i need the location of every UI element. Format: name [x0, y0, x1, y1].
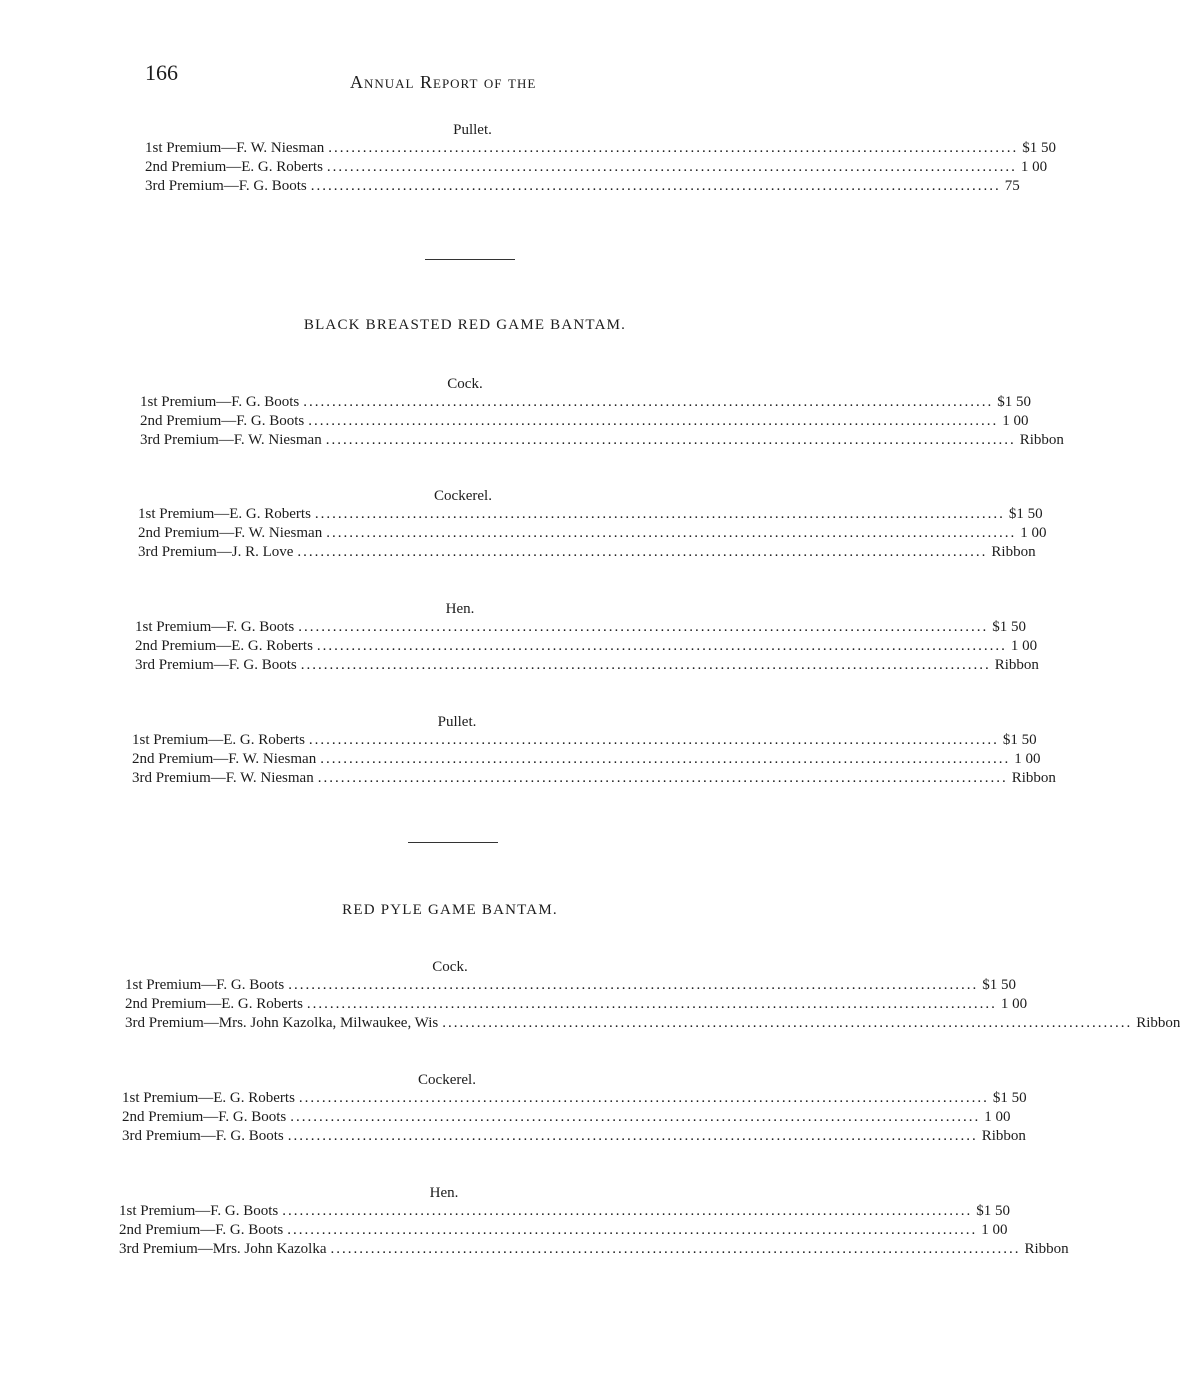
premium-amount: $1 50 — [976, 1203, 1010, 1219]
premium-row: 1st Premium—E. G. Roberts ........................................................................................................................ $1 50 — [132, 732, 1037, 748]
premium-row: 1st Premium—F. G. Boots ........................................................................................................................ $1 50 — [140, 394, 1031, 410]
premium-amount: 75 — [1004, 178, 1020, 194]
premium-label: 3rd Premium—F. G. Boots — [122, 1128, 284, 1144]
premium-amount: Ribbon — [1011, 770, 1056, 786]
premium-amount: Ribbon — [991, 544, 1036, 560]
premium-label: 1st Premium—F. G. Boots — [140, 394, 300, 410]
premium-label: 3rd Premium—Mrs. John Kazolka — [119, 1241, 327, 1257]
premium-label: 2nd Premium—E. G. Roberts — [145, 159, 323, 175]
premium-amount: $1 50 — [997, 394, 1031, 410]
premium-row: 1st Premium—F. G. Boots ........................................................................................................................ $1 50 — [135, 619, 1026, 635]
premium-label: 1st Premium—E. G. Roberts — [122, 1090, 295, 1106]
premium-amount: Ribbon — [994, 657, 1039, 673]
premium-row: 3rd Premium—F. G. Boots ........................................................................................................................ Ribbon — [135, 657, 1039, 673]
premium-amount: Ribbon — [1136, 1015, 1180, 1031]
premium-row: 2nd Premium—E. G. Roberts ........................................................................................................................ 1 00 — [145, 159, 1048, 175]
premium-amount: 1 00 — [981, 1222, 1008, 1238]
premium-label: 3rd Premium—J. R. Love — [138, 544, 294, 560]
premium-amount: $1 50 — [1002, 732, 1037, 748]
premium-row: 2nd Premium—F. G. Boots ........................................................................................................................ 1 00 — [140, 413, 1029, 429]
group-title: Cockerel. — [434, 488, 492, 504]
premium-label: 1st Premium—F. G. Boots — [125, 977, 285, 993]
group-title: Hen. — [429, 1185, 459, 1201]
premium-row: 1st Premium—F. G. Boots ........................................................................................................................ $1 50 — [125, 977, 1016, 993]
premium-label: 3rd Premium—F. W. Niesman — [132, 770, 314, 786]
premium-label: 3rd Premium—Mrs. John Kazolka, Milwaukee, Wis — [125, 1015, 439, 1031]
premium-group — [140, 375, 1064, 450]
premium-label: 2nd Premium—F. G. Boots — [119, 1222, 284, 1238]
premium-label: 2nd Premium—F. G. Boots — [122, 1109, 287, 1125]
group-title: Hen. — [445, 601, 475, 617]
premium-amount: 1 00 — [984, 1109, 1011, 1125]
premium-row: 2nd Premium—E. G. Roberts ........................................................................................................................ 1 00 — [135, 638, 1038, 654]
section-divider — [408, 842, 498, 843]
group-title: Pullet. — [453, 122, 492, 138]
premium-amount: 1 00 — [1014, 751, 1041, 767]
group-title: Cock. — [432, 959, 468, 975]
premium-group — [132, 713, 1056, 788]
page-header — [145, 60, 615, 100]
premium-row: 3rd Premium—Mrs. John Kazolka ........................................................................................................................ Ribbon — [119, 1241, 1069, 1257]
premium-label: 2nd Premium—E. G. Roberts — [125, 996, 303, 1012]
premium-row: 3rd Premium—F. W. Niesman ........................................................................................................................ Ribbon — [140, 432, 1064, 448]
premium-row: 1st Premium—F. W. Niesman ........................................................................................................................ $1 50 — [145, 140, 1056, 156]
premium-row: 2nd Premium—F. G. Boots ........................................................................................................................ 1 00 — [122, 1109, 1011, 1125]
premium-row: 1st Premium—E. G. Roberts ........................................................................................................................ $1 50 — [122, 1090, 1027, 1106]
premium-row: 2nd Premium—E. G. Roberts ........................................................................................................................ 1 00 — [125, 996, 1028, 1012]
group-title: Cock. — [447, 376, 483, 392]
premium-row: 3rd Premium—F. W. Niesman ........................................................................................................................ Ribbon — [132, 770, 1056, 786]
premium-amount: Ribbon — [981, 1128, 1026, 1144]
premium-row: 3rd Premium—F. G. Boots ........................................................................................................................ 75 — [145, 178, 1020, 194]
premium-row: 2nd Premium—F. G. Boots ........................................................................................................................ 1 00 — [119, 1222, 1008, 1238]
premium-label: 3rd Premium—F. G. Boots — [135, 657, 297, 673]
premium-row: 2nd Premium—F. W. Niesman ........................................................................................................................ 1 00 — [132, 751, 1041, 767]
premium-label: 1st Premium—F. G. Boots — [135, 619, 295, 635]
premium-amount: 1 00 — [1010, 638, 1038, 654]
premium-group — [122, 1071, 1027, 1146]
premium-row: 1st Premium—F. G. Boots ........................................................................................................................ $1 50 — [119, 1203, 1010, 1219]
premium-group — [135, 600, 1039, 675]
premium-amount: $1 50 — [1022, 140, 1056, 156]
premium-amount: Ribbon — [1019, 432, 1064, 448]
premium-row: 1st Premium—E. G. Roberts ........................................................................................................................ $1 50 — [138, 506, 1043, 522]
premium-amount: 1 00 — [1000, 996, 1028, 1012]
section-title: BLACK BREASTED RED GAME BANTAM. — [303, 317, 627, 333]
premium-amount: 1 00 — [1020, 525, 1047, 541]
premium-row: 3rd Premium—Mrs. John Kazolka, Milwaukee, Wis ........................................................................................................................ Ribbon — [125, 1015, 1180, 1031]
premium-amount: $1 50 — [1008, 506, 1043, 522]
premium-amount: 1 00 — [1002, 413, 1029, 429]
premium-label: 2nd Premium—F. G. Boots — [140, 413, 305, 429]
page-number: 166 — [145, 60, 178, 85]
premium-amount: 1 00 — [1020, 159, 1048, 175]
section-title: RED PYLE GAME BANTAM. — [342, 902, 558, 918]
premium-group — [119, 1184, 1069, 1259]
premium-label: 1st Premium—F. W. Niesman — [145, 140, 325, 156]
premium-amount: Ribbon — [1024, 1241, 1069, 1257]
group-title: Pullet. — [437, 714, 477, 730]
premium-group — [138, 487, 1047, 562]
premium-label: 2nd Premium—F. W. Niesman — [138, 525, 323, 541]
premium-label: 2nd Premium—E. G. Roberts — [135, 638, 313, 654]
premium-amount: $1 50 — [992, 619, 1026, 635]
premium-label: 3rd Premium—F. G. Boots — [145, 178, 307, 194]
premium-amount: $1 50 — [982, 977, 1016, 993]
premium-label: 2nd Premium—F. W. Niesman — [132, 751, 317, 767]
running-head: Annual Report of the — [350, 72, 537, 92]
premium-label: 1st Premium—E. G. Roberts — [132, 732, 305, 748]
premium-label: 3rd Premium—F. W. Niesman — [140, 432, 322, 448]
premium-amount: $1 50 — [992, 1090, 1027, 1106]
premium-label: 1st Premium—F. G. Boots — [119, 1203, 279, 1219]
premium-row: 2nd Premium—F. W. Niesman ........................................................................................................................ 1 00 — [138, 525, 1047, 541]
premium-row: 3rd Premium—J. R. Love ........................................................................................................................ Ribbon — [138, 544, 1036, 560]
premium-row: 3rd Premium—F. G. Boots ........................................................................................................................ Ribbon — [122, 1128, 1026, 1144]
section-divider — [425, 259, 515, 260]
premium-group — [125, 958, 1180, 1033]
group-title: Cockerel. — [418, 1072, 476, 1088]
premium-group — [145, 121, 1056, 196]
premium-label: 1st Premium—E. G. Roberts — [138, 506, 311, 522]
